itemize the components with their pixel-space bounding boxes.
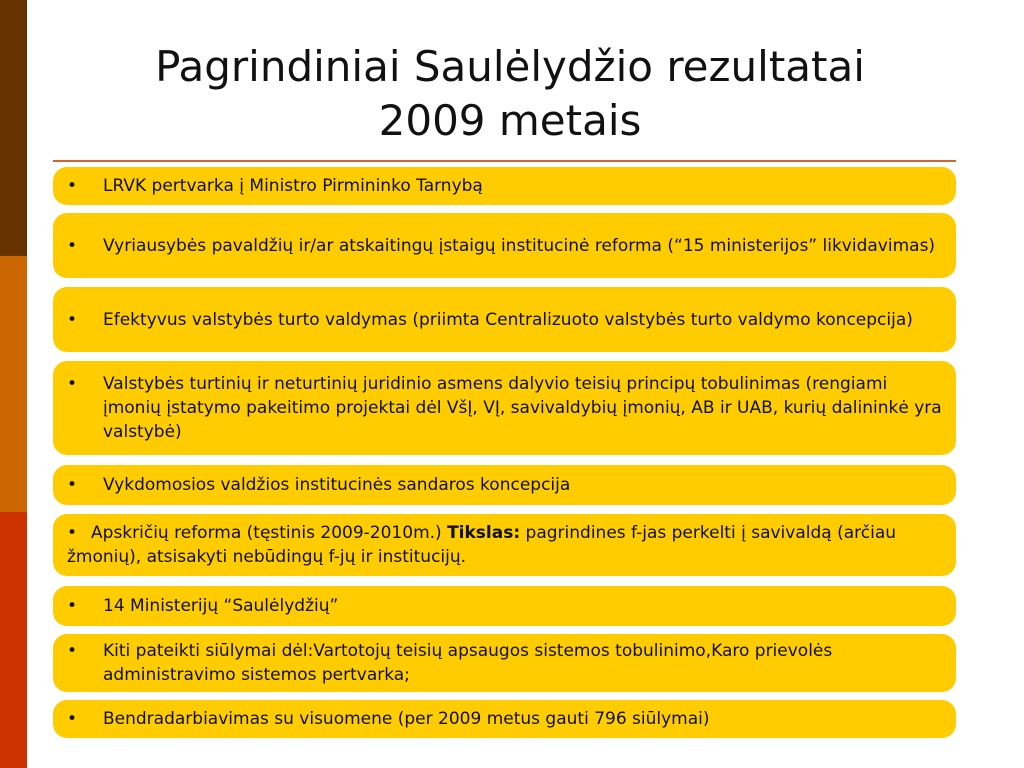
slide-title-line-1: Pagrindiniai Saulėlydžio rezultatai xyxy=(155,42,865,91)
bullet-icon: • xyxy=(67,475,78,495)
list-item xyxy=(53,213,956,278)
list-item xyxy=(53,167,956,205)
bullet-icon: • xyxy=(67,235,78,256)
list-item xyxy=(53,634,956,692)
bullet-icon: • xyxy=(67,309,78,330)
bullet-icon: • xyxy=(67,641,78,661)
list-item xyxy=(53,287,956,352)
slide-title xyxy=(60,40,960,148)
list-item-text: Vykdomosios valdžios institucinės sandaros koncepcija xyxy=(103,475,571,495)
side-stripe-top xyxy=(0,0,27,256)
bullet-icon: • xyxy=(67,709,78,729)
list-item xyxy=(53,586,956,626)
list-item xyxy=(53,361,956,455)
bullet-icon: • xyxy=(67,523,78,543)
side-stripe-middle xyxy=(0,256,27,512)
bullet-icon: • xyxy=(67,596,78,616)
list-item-text-continued: pagrindines f-jas perkelti į savivaldą (arčiau žmonių), atsisakyti nebūdingų f-jų ir institucijų. xyxy=(67,523,897,567)
list-item-text: LRVK pertvarka į Ministro Pirmininko Tarnybą xyxy=(103,176,483,196)
side-stripe-bottom xyxy=(0,512,27,768)
bullet-icon: • xyxy=(67,374,78,394)
list-item-emphasis: Tikslas: xyxy=(447,523,521,543)
slide-title-line-2: 2009 metais xyxy=(378,96,642,145)
title-divider xyxy=(53,160,956,162)
list-item-text: Vyriausybės pavaldžių ir/ar atskaitingų įstaigų institucinė reforma (“15 ministerijos” likvidavimas) xyxy=(103,235,936,256)
list-item xyxy=(53,465,956,505)
list-item xyxy=(53,700,956,738)
bullet-icon: • xyxy=(67,176,78,196)
list-item xyxy=(53,514,956,576)
list-item-text: 14 Ministerijų “Saulėlydžių” xyxy=(103,596,339,616)
list-item-text: Kiti pateikti siūlymai dėl:Vartotojų teisių apsaugos sistemos tobulinimo,Karo prievolės administravimo sistemos pertvarka; xyxy=(103,641,833,685)
list-item-text: Bendradarbiavimas su visuomene (per 2009 metus gauti 796 siūlymai) xyxy=(103,709,710,729)
list-item-text: Apskričių reforma (tęstinis 2009-2010m.) xyxy=(91,523,448,543)
list-item-text: Valstybės turtinių ir neturtinių juridinio asmens dalyvio teisių principų tobulinimas (rengiami įmonių įstatymo pakeitimo projektai dėl VšĮ, VĮ, savivaldybių įmonių, AB ir UAB, kurių dalininkė yra valstybė) xyxy=(103,374,942,442)
list-item-text: Efektyvus valstybės turto valdymas (priimta Centralizuoto valstybės turto valdymo koncepcija) xyxy=(103,309,913,330)
